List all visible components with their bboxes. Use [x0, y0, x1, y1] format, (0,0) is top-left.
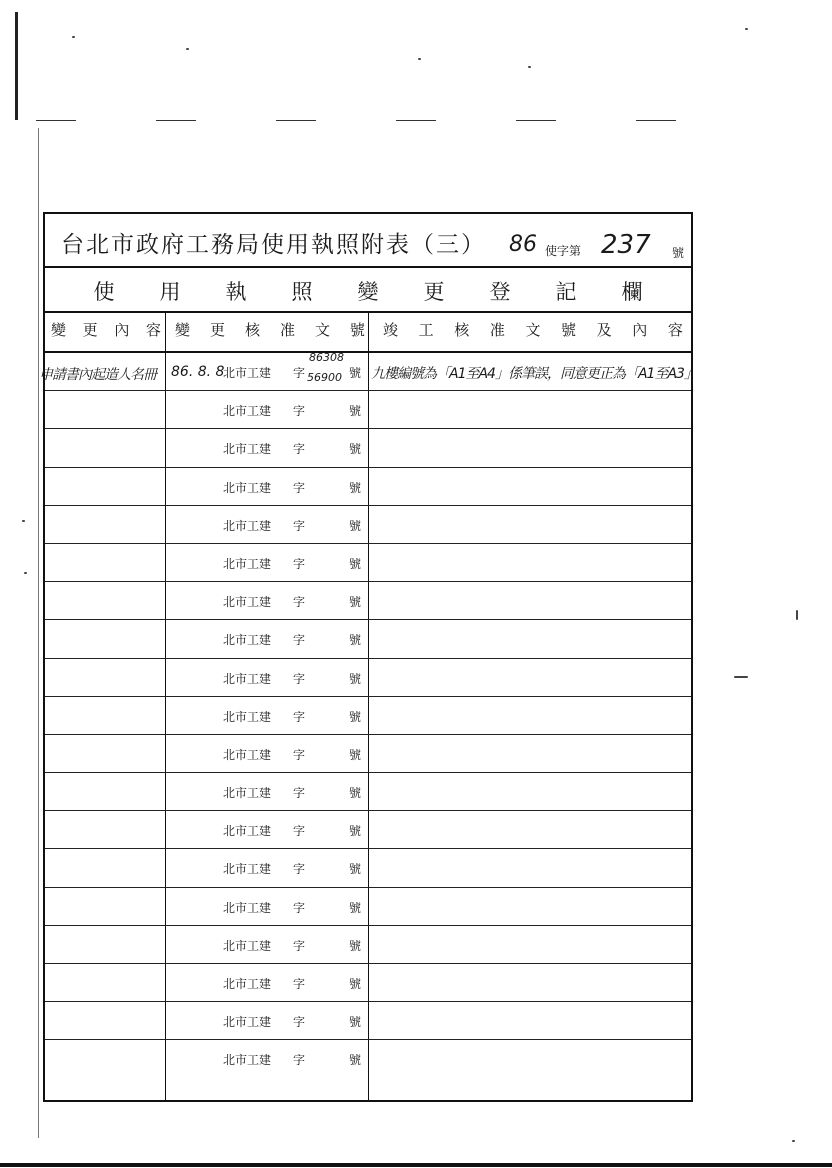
ref-hao: 號 — [349, 1015, 362, 1030]
section-title-char: 欄 — [621, 280, 643, 304]
ref-hao: 號 — [349, 709, 362, 724]
section-title-char: 更 — [423, 280, 445, 304]
header-char: 及 — [596, 321, 612, 339]
ref-prefix: 北市工建 — [223, 1015, 272, 1030]
document-title — [61, 226, 486, 259]
ref-prefix: 北市工建 — [223, 366, 272, 380]
scan-speck — [745, 28, 748, 30]
permit-hao: 號 — [672, 246, 685, 260]
ref-prefix: 北市工建 — [223, 595, 272, 610]
ref-zi: 字 — [293, 977, 306, 991]
section-title-char: 變 — [357, 280, 379, 304]
section-title-char: 登 — [489, 280, 511, 304]
ref-zi: 字 — [293, 1053, 306, 1068]
ref-prefix: 北市工建 — [223, 480, 272, 495]
ref-prefix: 北市工建 — [223, 442, 272, 457]
header-char: 竣 — [383, 321, 399, 339]
handwritten-number-top: 86308 — [309, 351, 344, 364]
scan-speck — [418, 58, 421, 60]
table-row — [45, 697, 691, 735]
ref-hao: 號 — [349, 786, 362, 801]
table-row — [45, 811, 691, 849]
scan-speck — [792, 1140, 795, 1142]
scan-dashed-line — [36, 120, 706, 121]
table-row — [45, 659, 691, 697]
table-row — [45, 964, 691, 1002]
table-row — [45, 888, 691, 926]
table-row — [45, 1002, 691, 1040]
ref-zi: 字 — [293, 709, 306, 724]
scan-speck — [72, 36, 75, 38]
ref-hao: 號 — [349, 518, 362, 533]
header-char: 准 — [489, 321, 505, 339]
ref-hao: 號 — [349, 404, 362, 419]
ref-prefix: 北市工建 — [223, 786, 272, 801]
table-row — [39, 351, 697, 391]
header-char: 容 — [667, 321, 683, 339]
ref-hao: 號 — [349, 671, 362, 686]
ref-prefix: 北市工建 — [223, 518, 272, 533]
header-completion-approval — [383, 319, 683, 340]
header-char: 變 — [175, 321, 191, 339]
handwritten-date: 86. 8. 8 — [171, 364, 225, 380]
ref-hao: 號 — [349, 556, 362, 571]
section-title-row — [45, 266, 691, 313]
header-char: 變 — [51, 321, 67, 339]
ref-zi: 字 — [293, 671, 306, 686]
ref-hao: 號 — [349, 366, 362, 380]
scan-speck — [528, 66, 531, 68]
header-char: 內 — [114, 321, 130, 339]
table-row — [45, 582, 691, 620]
table-row — [45, 506, 691, 544]
header-char: 文 — [314, 321, 330, 339]
ref-hao: 號 — [349, 1053, 362, 1068]
ref-zi: 字 — [293, 442, 306, 457]
ref-zi: 字 — [293, 786, 306, 801]
header-char: 核 — [454, 321, 470, 339]
ref-prefix: 北市工建 — [223, 938, 272, 953]
ref-zi: 字 — [293, 404, 306, 419]
section-title — [45, 276, 691, 306]
scan-speck — [24, 572, 27, 574]
table-row — [45, 429, 691, 467]
table-row — [45, 849, 691, 887]
ref-zi: 字 — [293, 480, 306, 495]
ref-hao: 號 — [349, 480, 362, 495]
scan-speck — [22, 520, 25, 522]
ref-prefix: 北市工建 — [223, 633, 272, 648]
ref-zi: 字 — [293, 938, 306, 953]
ref-zi: 字 — [293, 518, 306, 533]
section-title-char: 用 — [159, 280, 181, 304]
table-row — [45, 391, 691, 429]
ref-hao: 號 — [349, 442, 362, 457]
section-title-char: 執 — [225, 280, 247, 304]
ref-zi: 字 — [293, 900, 306, 915]
ref-zi: 字 — [293, 366, 306, 380]
ref-prefix: 北市工建 — [223, 556, 272, 571]
ref-hao: 號 — [349, 900, 362, 915]
ref-prefix: 北市工建 — [223, 977, 272, 991]
ref-zi: 字 — [293, 862, 306, 877]
scan-fold-line — [38, 128, 39, 1138]
ref-hao: 號 — [349, 862, 362, 877]
ref-zi: 字 — [293, 595, 306, 610]
ref-hao: 號 — [349, 938, 362, 953]
table-row — [45, 735, 691, 773]
ref-hao: 號 — [349, 633, 362, 648]
header-char: 號 — [561, 321, 577, 339]
permit-appendix-table — [39, 212, 697, 1102]
ref-prefix: 北市工建 — [223, 747, 272, 762]
ref-prefix: 北市工建 — [223, 709, 272, 724]
section-title-char: 使 — [93, 280, 115, 304]
ref-prefix: 北市工建 — [223, 404, 272, 419]
permit-number: 237 — [601, 230, 651, 260]
ref-prefix: 北市工建 — [223, 671, 272, 686]
handwritten-number-bottom: 56900 — [307, 371, 342, 384]
record-rows — [39, 351, 697, 1079]
ref-zi: 字 — [293, 633, 306, 648]
header-char: 容 — [145, 321, 161, 339]
permit-year: 86 — [509, 232, 537, 257]
ref-prefix: 北市工建 — [223, 862, 272, 877]
permit-word: 使字第 — [545, 244, 582, 258]
table-row — [45, 926, 691, 964]
scan-speck — [796, 610, 798, 620]
table-row — [45, 1040, 691, 1078]
ref-zi: 字 — [293, 1015, 306, 1030]
table-row — [45, 620, 691, 658]
table-row — [45, 544, 691, 582]
ref-prefix: 北市工建 — [223, 900, 272, 915]
section-title-char: 照 — [291, 280, 313, 304]
ref-zi: 字 — [293, 824, 306, 839]
header-change-content — [51, 319, 161, 340]
header-char: 准 — [279, 321, 295, 339]
scan-speck — [734, 676, 748, 678]
ref-hao: 號 — [349, 595, 362, 610]
ref-prefix: 北市工建 — [223, 1053, 272, 1068]
section-title-char: 記 — [555, 280, 577, 304]
scan-edge-mark — [15, 12, 18, 120]
title-main: 台北市政府工務局使用執照附表 — [61, 232, 411, 258]
table-title-row — [45, 214, 691, 268]
header-char: 更 — [209, 321, 225, 339]
header-change-approval-number — [175, 319, 365, 340]
handwritten-change-content: 申請書內起造人名冊 — [39, 367, 156, 383]
title-part: （三） — [411, 232, 486, 258]
ref-hao: 號 — [349, 977, 362, 991]
header-char: 文 — [525, 321, 541, 339]
handwritten-completion-content: 九樓編號為「A1至A4」係筆誤，同意更正為「A1至A3」 — [371, 366, 697, 382]
scan-speck — [186, 48, 189, 50]
ref-zi: 字 — [293, 556, 306, 571]
table-row — [45, 773, 691, 811]
header-char: 內 — [632, 321, 648, 339]
header-char: 工 — [418, 321, 434, 339]
header-char: 更 — [82, 321, 98, 339]
ref-hao: 號 — [349, 824, 362, 839]
ref-hao: 號 — [349, 747, 362, 762]
scan-bottom-edge — [0, 1163, 832, 1167]
header-char: 核 — [244, 321, 260, 339]
ref-prefix: 北市工建 — [223, 824, 272, 839]
table-row — [45, 468, 691, 506]
header-char: 號 — [349, 321, 365, 339]
ref-zi: 字 — [293, 747, 306, 762]
